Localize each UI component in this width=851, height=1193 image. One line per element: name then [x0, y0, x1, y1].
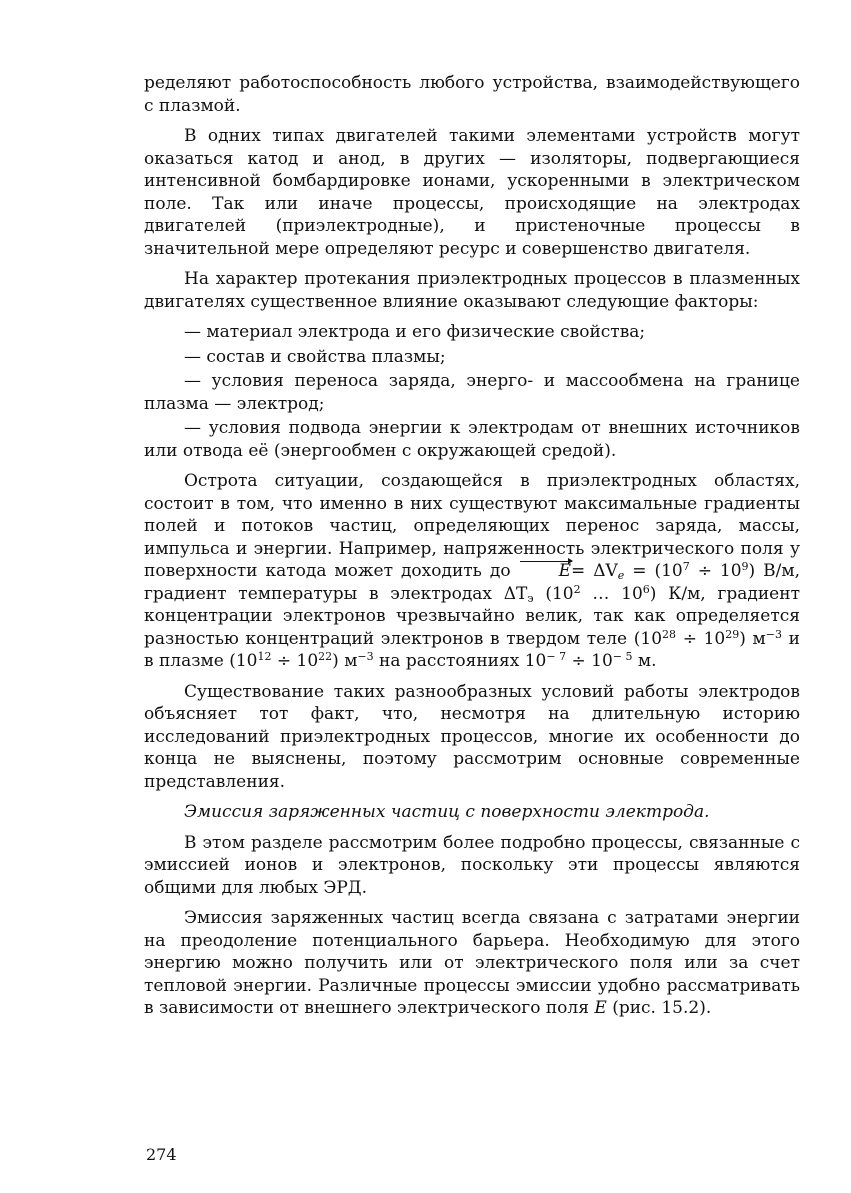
page-text: [144, 72, 800, 1028]
paragraph-factors-intro: На характер протекания приэлектродных процессов в плазменных двигателях существенное влияние оказывают следующие факторы:: [144, 269, 800, 312]
list-item-factor-1: — материал электрода и его физические свойства;: [184, 322, 646, 342]
section-heading: Эмиссия заряженных частиц с поверхности электрода.: [184, 802, 710, 822]
list-item-factor-4: — условия подвода энергии к электродам от внешних источников или отвода её (энергообмен с окружающей средой).: [144, 418, 800, 461]
list-item-factor-2: — состав и свойства плазмы;: [184, 346, 446, 367]
field-symbol-e: E: [594, 998, 607, 1018]
paragraph-emission-energy: Эмиссия заряженных частиц всегда связана с затратами энергии на преодоление потенциального барьера. Необходимую для этого энергию можно получить или от электрического поля или за счет тепловой энергии. Различные процессы эмиссии удобно рассматривать в зависимости от внешнего электрического поля E (рис. 15.2).: [144, 908, 800, 1018]
plasma-concentration-formula: $(10^{12} \div 10^{22})$ $м^{-3}$: [229, 650, 374, 671]
field-unit: В/м,: [763, 561, 801, 581]
paragraph-intro-continuation: ределяют работоспособность любого устройства, взаимодействующего с плазмой.: [144, 73, 800, 116]
paragraph-gradients: Острота ситуации, создающейся в приэлектродных областях, состоит в том, что именно в них существуют максимальные градиенты полей и потоков частиц, определяющих перенос заряда, массы, импульса и энергии. Например, напряженность электрического поля у поверхности катода может доходить до $E= \Delta V_e = (10^7 \div 10^9)$ В/м, градиент температуры в электродах $\Delta T_э$ ($10^2$ … $10^6$) К/м, градиент концентрации электронов чрезвычайно велик, так как определяется разностью концентраций электронов в твердом теле $(10^{28} \div 10^{29})$ $м^{-3}$ и в плазме $(10^{12} \div 10^{22})$ $м^{-3}$ на расстояниях $10^{- 7} \div 10^{- 5}$ м.: [144, 471, 801, 671]
field-strength-formula: $E= \Delta V_e = (10^7 \div 10^9)$: [519, 561, 756, 581]
vector-e-symbol: E: [519, 560, 571, 583]
gradients-lead-text: Острота ситуации, создающейся в приэлектродных областях, состоит в том, что именно в них существуют максимальные градиенты полей и потоков частиц, определяющих перенос заряда, массы, импульса и энергии. Например, напряженность электрического поля у поверхности катода может доходить до: [144, 471, 800, 581]
list-item-factor-3: — условия переноса заряда, энерго- и массообмена на границе плазма — электрод;: [144, 371, 800, 414]
paragraph-elements: В одних типах двигателей такими элементами устройств могут оказаться катод и анод, в других — изоляторы, подвергающиеся интенсивной бомбардировке ионами, ускоренными в электрическом поле. Так или иначе процессы, происходящие на электродах двигателей (приэлектродные), и пристеночные процессы в значительной мере определяют ресурс и совершенство двигателя.: [144, 126, 800, 259]
paragraph-emission-section: В этом разделе рассмотрим более подробно процессы, связанные с эмиссией ионов и электронов, поскольку эти процессы являются общими для любых ЭРД.: [144, 832, 800, 898]
temperature-gradient-text: градиент температуры в электродах ΔT: [144, 583, 528, 604]
paragraph-existence: Существование таких разнообразных условий работы электродов объясняет тот факт, что, несмотря на длительную историю исследований приэлектродных процессов, многие их особенности до конца не выяснены, поэтому рассмотрим основные современные представления.: [144, 681, 800, 792]
distance-text: на расстояниях 10: [379, 651, 547, 671]
temperature-gradient-formula: ($10^2$ … $10^6$): [545, 582, 657, 604]
solid-concentration-formula: $(10^{28} \div 10^{29})$ $м^{-3}$: [633, 627, 782, 649]
page-number: 274: [146, 1145, 177, 1164]
concentration-text: К/м, градиент концентрации электронов чрезвычайно велик, так как определяется разностью концентраций электронов в твердом теле: [144, 583, 800, 649]
